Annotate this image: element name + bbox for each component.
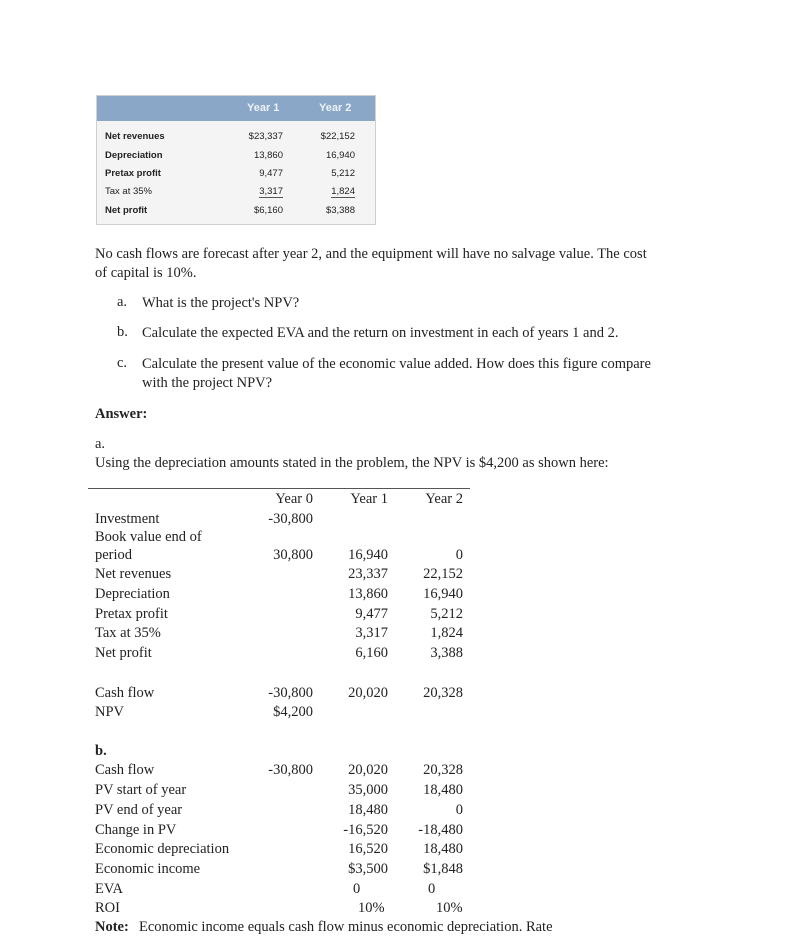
table-b-row-label: EVA — [95, 881, 123, 897]
table-a-cell: 3,388 — [430, 645, 463, 661]
table-a-row-label: Net revenues — [95, 566, 172, 582]
table-a-row-label: period — [95, 547, 133, 563]
header-year-1: Year 1 — [247, 102, 280, 114]
table-b-cell: 16,520 — [348, 841, 388, 857]
row-value-y2: 5,212 — [331, 168, 355, 179]
row-value-y1: $23,337 — [248, 131, 283, 142]
table-a-cell: 16,940 — [348, 547, 388, 563]
table-b-cell: -30,800 — [268, 762, 313, 778]
answer-label: Answer: — [95, 406, 148, 422]
table-b-cell: 20,020 — [348, 762, 388, 778]
question-c-line-2: with the project NPV? — [142, 375, 273, 391]
table-a-cell: 20,328 — [423, 685, 463, 701]
table-b-row-label: PV start of year — [95, 782, 187, 798]
summary-row — [97, 184, 375, 202]
table-b-row-label: Change in PV — [95, 822, 177, 838]
question-b: Calculate the expected EVA and the return on investment in each of years 1 and 2. — [142, 325, 619, 341]
table-a-cell: 20,020 — [348, 685, 388, 701]
table-top-rule — [88, 488, 470, 489]
table-a-row-label: Depreciation — [95, 586, 170, 602]
part-a-label: a. — [95, 436, 106, 452]
table-a-cell: 1,824 — [430, 625, 463, 641]
row-value-y2: $22,152 — [320, 131, 355, 142]
table-a-header-year-1: Year 1 — [350, 491, 388, 507]
table-a-cell: 30,800 — [273, 547, 313, 563]
question-c-letter: c. — [117, 355, 128, 371]
table-a-row-label: Net profit — [95, 645, 152, 661]
table-b-row-label: Economic depreciation — [95, 841, 230, 857]
row-label: Net profit — [105, 205, 148, 216]
table-b-cell: -18,480 — [418, 822, 463, 838]
table-b-row-label: ROI — [95, 900, 120, 916]
table-a-row-label: Cash flow — [95, 685, 155, 701]
table-a-row-label: Pretax profit — [95, 606, 168, 622]
table-b-cell: -16,520 — [343, 822, 388, 838]
question-a: What is the project's NPV? — [142, 295, 300, 311]
table-a-cell: 9,477 — [355, 606, 388, 622]
table-b-cell: 0 — [455, 802, 463, 818]
summary-row — [97, 166, 375, 184]
row-label: Pretax profit — [105, 168, 161, 179]
part-a-text: Using the depreciation amounts stated in the problem, the NPV is $4,200 as shown here: — [95, 455, 609, 471]
summary-row — [97, 203, 375, 221]
table-a-row-label: Tax at 35% — [95, 625, 161, 641]
table-a-cell: 22,152 — [423, 566, 463, 582]
table-b-cell: 10% — [436, 900, 463, 916]
table-a-cell: 0 — [455, 547, 463, 563]
table-a-cell: 3,317 — [355, 625, 388, 641]
question-c-line-1: Calculate the present value of the economic value added. How does this figure compare — [142, 356, 651, 372]
table-a-cell: 5,212 — [430, 606, 463, 622]
intro-line-1: No cash flows are forecast after year 2, and the equipment will have no salvage value. The cost — [95, 246, 647, 262]
row-value-y2: 1,824 — [331, 186, 355, 197]
row-value-y1: 9,477 — [259, 168, 283, 179]
table-a-cell: 13,860 — [348, 586, 388, 602]
part-b-label: b. — [95, 743, 107, 759]
row-label: Depreciation — [105, 150, 163, 161]
table-a-cell: -30,800 — [268, 511, 313, 527]
summary-row — [97, 148, 375, 166]
summary-table-header — [97, 96, 375, 121]
table-b-row-label: PV end of year — [95, 802, 183, 818]
table-a-cell: 16,940 — [423, 586, 463, 602]
table-a-row-label: NPV — [95, 704, 125, 720]
table-b-cell: 0 — [353, 881, 361, 897]
row-label: Net revenues — [105, 131, 165, 142]
row-label: Tax at 35% — [105, 186, 152, 197]
table-b-cell: 10% — [358, 900, 385, 916]
table-b-row-label: Economic income — [95, 861, 201, 877]
row-value-y1: $6,160 — [253, 205, 283, 216]
table-b-cell: 18,480 — [348, 802, 388, 818]
table-a-cell: 6,160 — [355, 645, 388, 661]
summary-row — [97, 129, 375, 147]
question-b-letter: b. — [117, 324, 128, 340]
table-b-cell: 18,480 — [423, 841, 463, 857]
header-year-2: Year 2 — [319, 102, 352, 114]
table-b-cell: 18,480 — [423, 782, 463, 798]
note-label: Note: — [95, 919, 129, 935]
table-b-cell: 0 — [428, 881, 436, 897]
table-b-cell: 20,328 — [423, 762, 463, 778]
intro-line-2: of capital is 10%. — [95, 265, 197, 281]
table-a-header-year-0: Year 0 — [275, 491, 313, 507]
table-a-header-year-2: Year 2 — [425, 491, 463, 507]
table-b-cell: 35,000 — [348, 782, 388, 798]
table-a-cell: 23,337 — [348, 566, 388, 582]
row-value-y1: 13,860 — [253, 150, 283, 161]
table-b-cell: $3,500 — [348, 861, 388, 877]
table-b-row-label: Cash flow — [95, 762, 155, 778]
table-a-cell: -30,800 — [268, 685, 313, 701]
row-value-y2: $3,388 — [325, 205, 355, 216]
summary-table-image — [96, 95, 376, 225]
note-text: Economic income equals cash flow minus economic depreciation. Rate — [139, 919, 553, 935]
row-value-y1: 3,317 — [259, 186, 283, 197]
table-a-row-label: Investment — [95, 511, 160, 527]
table-a-row-label: Book value end of — [95, 529, 202, 545]
table-b-cell: $1,848 — [423, 861, 463, 877]
row-value-y2: 16,940 — [325, 150, 355, 161]
table-a-cell: $4,200 — [273, 704, 313, 720]
question-a-letter: a. — [117, 294, 128, 310]
